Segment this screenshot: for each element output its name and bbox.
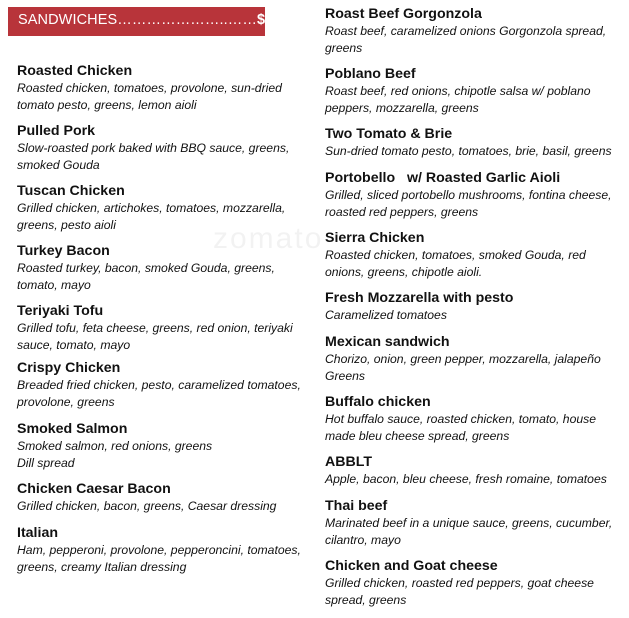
- menu-item-name: Chicken Caesar Bacon: [17, 481, 171, 497]
- menu-item-name: Turkey Bacon: [17, 243, 110, 259]
- menu-item: [325, 170, 625, 221]
- menu-item-name: Roasted Chicken: [17, 63, 133, 79]
- menu-item: [325, 290, 625, 324]
- menu-item-description: Ham, pepperoni, provolone, pepperoncini, tomatoes, greens, creamy Italian dressing: [17, 543, 301, 574]
- menu-item-description: Breaded fried chicken, pesto, caramelized tomatoes, provolone, greens: [17, 378, 301, 409]
- menu-item-description: Chorizo, onion, green pepper, mozzarella, jalapeño Greens: [325, 352, 601, 383]
- menu-item-name: ABBLT: [325, 454, 373, 470]
- menu-item-name: Two Tomato & Brie: [325, 126, 453, 142]
- menu-item: [325, 6, 625, 57]
- menu-item-description: Grilled tofu, feta cheese, greens, red onion, teriyaki sauce, tomato, mayo: [17, 321, 293, 352]
- menu-item: [17, 63, 315, 114]
- menu-item-name: Buffalo chicken: [325, 394, 431, 410]
- menu-item: [17, 525, 315, 576]
- menu-item-description: Roasted chicken, tomatoes, provolone, sun-dried tomato pesto, greens, lemon aioli: [17, 81, 282, 112]
- menu-item-description: Roasted chicken, tomatoes, smoked Gouda, red onions, greens, chipotle aioli.: [325, 248, 586, 279]
- menu-item-name: Mexican sandwich: [325, 334, 450, 350]
- menu-item-name: Teriyaki Tofu: [17, 303, 104, 319]
- menu-item-name: Smoked Salmon: [17, 421, 128, 437]
- menu-item: [17, 303, 315, 354]
- leader-dots: …………………..……: [117, 12, 257, 28]
- menu-item: [17, 123, 315, 174]
- menu-item-description: Roast beef, caramelized onions Gorgonzola spread, greens: [325, 24, 607, 55]
- menu-item: [325, 394, 625, 445]
- menu-item-description: Apple, bacon, bleu cheese, fresh romaine, tomatoes: [325, 472, 607, 486]
- menu-item-description: Grilled chicken, roasted red peppers, goat cheese spread, greens: [325, 576, 594, 607]
- menu-item-name: Portobello w/ Roasted Garlic Aioli: [325, 170, 561, 186]
- menu-item-description: Smoked salmon, red onions, greens Dill spread: [17, 439, 213, 470]
- watermark-logo: zomato: [213, 222, 324, 255]
- menu-item-name: Roast Beef Gorgonzola: [325, 6, 482, 22]
- menu-item-name: Tuscan Chicken: [17, 183, 125, 199]
- menu-item-description: Hot buffalo sauce, roasted chicken, tomato, house made bleu cheese spread, greens: [325, 412, 596, 443]
- menu-item-description: Grilled, sliced portobello mushrooms, fontina cheese, roasted red peppers, greens: [325, 188, 612, 219]
- menu-item-description: Roasted turkey, bacon, smoked Gouda, greens, tomato, mayo: [17, 261, 275, 292]
- menu-item-description: Marinated beef in a unique sauce, greens, cucumber, cilantro, mayo: [325, 516, 613, 547]
- menu-item-name: Fresh Mozzarella with pesto: [325, 290, 514, 306]
- menu-item: [17, 183, 315, 234]
- menu-item-name: Thai beef: [325, 498, 388, 514]
- section-header-sandwiches: [8, 7, 294, 36]
- menu-item-description: Caramelized tomatoes: [325, 308, 447, 322]
- menu-item-description: Grilled chicken, artichokes, tomatoes, mozzarella, greens, pesto aioli: [17, 201, 286, 232]
- section-price: $6.16: [256, 12, 294, 28]
- menu-item-name: Chicken and Goat cheese: [325, 558, 498, 574]
- menu-item-description: Grilled chicken, bacon, greens, Caesar dressing: [17, 499, 277, 513]
- menu-item-description: Sun-dried tomato pesto, tomatoes, brie, basil, greens: [325, 144, 612, 158]
- menu-item-name: Crispy Chicken: [17, 360, 121, 376]
- menu-item: [325, 454, 625, 488]
- menu-item: [325, 498, 625, 549]
- section-title: SANDWICHES: [18, 12, 118, 28]
- menu-item: [17, 360, 315, 411]
- menu-item: [17, 421, 315, 472]
- menu-item: [325, 230, 625, 281]
- menu-item: [17, 481, 315, 515]
- menu-item: [325, 334, 625, 385]
- menu-item-name: Sierra Chicken: [325, 230, 425, 246]
- menu-item-description: Slow-roasted pork baked with BBQ sauce, greens, smoked Gouda: [17, 141, 290, 172]
- menu-item-name: Italian: [17, 525, 58, 541]
- menu-item: [325, 126, 625, 160]
- menu-item-name: Pulled Pork: [17, 123, 96, 139]
- menu-item-description: Roast beef, red onions, chipotle salsa w/ poblano peppers, mozzarella, greens: [325, 84, 591, 115]
- menu-item: [325, 558, 625, 609]
- menu-item-name: Poblano Beef: [325, 66, 416, 82]
- menu-item: [17, 243, 315, 294]
- menu-item: [325, 66, 625, 117]
